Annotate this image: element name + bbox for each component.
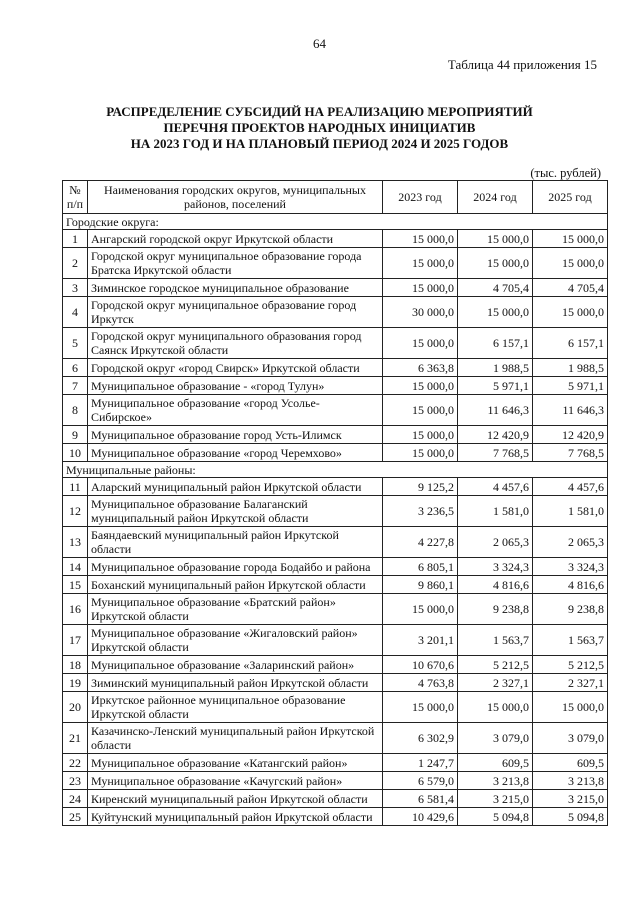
value-2023-cell: 6 302,9: [383, 723, 458, 754]
value-2025-cell: 7 768,5: [533, 444, 608, 462]
value-2024-cell: 5 971,1: [458, 377, 533, 395]
value-2024-cell: 3 324,3: [458, 558, 533, 576]
section-label: Муниципальные районы:: [63, 462, 608, 478]
value-2023-cell: 3 236,5: [383, 496, 458, 527]
value-2024-cell: 1 581,0: [458, 496, 533, 527]
row-number-cell: 20: [63, 692, 88, 723]
value-2023-cell: 15 000,0: [383, 230, 458, 248]
value-2025-cell: 3 324,3: [533, 558, 608, 576]
header-name: Наименования городских округов, муниципальных районов, поселений: [88, 181, 383, 214]
value-2023-cell: 15 000,0: [383, 377, 458, 395]
value-2024-cell: 5 094,8: [458, 808, 533, 826]
value-2025-cell: 15 000,0: [533, 692, 608, 723]
row-number-cell: 4: [63, 297, 88, 328]
municipality-name-cell: Муниципальное образование Балаганский муниципальный район Иркутской области: [88, 496, 383, 527]
header-2024: 2024 год: [458, 181, 533, 214]
municipality-name-cell: Муниципальное образование «Жигаловский район» Иркутской области: [88, 625, 383, 656]
value-2025-cell: 4 816,6: [533, 576, 608, 594]
value-2024-cell: 4 816,6: [458, 576, 533, 594]
table-row: [63, 558, 608, 576]
title-line: НА 2023 ГОД И НА ПЛАНОВЫЙ ПЕРИОД 2024 И 2025 ГОДОВ: [130, 136, 509, 151]
row-number-cell: 3: [63, 279, 88, 297]
value-2023-cell: 9 860,1: [383, 576, 458, 594]
municipality-name-cell: Киренский муниципальный район Иркутской области: [88, 790, 383, 808]
municipality-name-cell: Аларский муниципальный район Иркутской области: [88, 478, 383, 496]
value-2025-cell: 15 000,0: [533, 230, 608, 248]
value-2025-cell: 6 157,1: [533, 328, 608, 359]
row-number-cell: 24: [63, 790, 88, 808]
value-2023-cell: 15 000,0: [383, 444, 458, 462]
row-number-cell: 21: [63, 723, 88, 754]
title-line: РАСПРЕДЕЛЕНИЕ СУБСИДИЙ НА РЕАЛИЗАЦИЮ МЕРОПРИЯТИЙ: [106, 104, 533, 119]
table-row: [63, 594, 608, 625]
row-number-cell: 12: [63, 496, 88, 527]
value-2024-cell: 11 646,3: [458, 395, 533, 426]
table-row: [63, 328, 608, 359]
header-num: № п/п: [63, 181, 88, 214]
municipality-name-cell: Казачинско-Ленский муниципальный район Иркутской области: [88, 723, 383, 754]
table-row: [63, 359, 608, 377]
value-2024-cell: 7 768,5: [458, 444, 533, 462]
municipality-name-cell: Муниципальное образование «город Черемхово»: [88, 444, 383, 462]
table-row: [63, 496, 608, 527]
value-2024-cell: 15 000,0: [458, 297, 533, 328]
value-2023-cell: 15 000,0: [383, 594, 458, 625]
table-row: [63, 692, 608, 723]
page-number: 64: [313, 36, 326, 51]
municipality-name-cell: Муниципальное образование «Катангский район»: [88, 754, 383, 772]
municipality-name-cell: Городской округ муниципальное образование города Братска Иркутской области: [88, 248, 383, 279]
value-2025-cell: 12 420,9: [533, 426, 608, 444]
value-2023-cell: 6 805,1: [383, 558, 458, 576]
value-2023-cell: 3 201,1: [383, 625, 458, 656]
value-2023-cell: 10 429,6: [383, 808, 458, 826]
municipality-name-cell: Городской округ муниципальное образование город Иркутск: [88, 297, 383, 328]
table-row: [63, 576, 608, 594]
table-reference: Таблица 44 приложения 15: [447, 57, 597, 72]
value-2023-cell: 30 000,0: [383, 297, 458, 328]
value-2023-cell: 15 000,0: [383, 248, 458, 279]
value-2024-cell: 609,5: [458, 754, 533, 772]
row-number-cell: 15: [63, 576, 88, 594]
municipality-name-cell: Городской округ «город Свирск» Иркутской области: [88, 359, 383, 377]
municipality-name-cell: Муниципальное образование «Братский район» Иркутской области: [88, 594, 383, 625]
table-row: [63, 754, 608, 772]
value-2024-cell: 3 215,0: [458, 790, 533, 808]
value-2023-cell: 6 581,4: [383, 790, 458, 808]
value-2024-cell: 15 000,0: [458, 248, 533, 279]
value-2023-cell: 10 670,6: [383, 656, 458, 674]
value-2024-cell: 3 079,0: [458, 723, 533, 754]
table-header-row: [63, 181, 608, 214]
municipality-name-cell: Куйтунский муниципальный район Иркутской области: [88, 808, 383, 826]
value-2025-cell: 11 646,3: [533, 395, 608, 426]
table-row: [63, 444, 608, 462]
row-number-cell: 6: [63, 359, 88, 377]
municipality-name-cell: Зиминское городское муниципальное образование: [88, 279, 383, 297]
value-2024-cell: 5 212,5: [458, 656, 533, 674]
table-row: [63, 279, 608, 297]
value-2023-cell: 15 000,0: [383, 426, 458, 444]
subsidy-table: [62, 180, 608, 826]
value-2025-cell: 15 000,0: [533, 248, 608, 279]
header-2025: 2025 год: [533, 181, 608, 214]
value-2025-cell: 1 581,0: [533, 496, 608, 527]
value-2025-cell: 9 238,8: [533, 594, 608, 625]
municipality-name-cell: Муниципальное образование «город Усолье-Сибирское»: [88, 395, 383, 426]
value-2025-cell: 1 563,7: [533, 625, 608, 656]
value-2024-cell: 4 457,6: [458, 478, 533, 496]
row-number-cell: 13: [63, 527, 88, 558]
value-2023-cell: 15 000,0: [383, 279, 458, 297]
value-2024-cell: 12 420,9: [458, 426, 533, 444]
value-2023-cell: 15 000,0: [383, 692, 458, 723]
table-row: [63, 674, 608, 692]
title-line: ПЕРЕЧНЯ ПРОЕКТОВ НАРОДНЫХ ИНИЦИАТИВ: [163, 120, 476, 135]
value-2025-cell: 5 971,1: [533, 377, 608, 395]
units-label: (тыс. рублей): [530, 166, 601, 180]
municipality-name-cell: Ангарский городской округ Иркутской области: [88, 230, 383, 248]
value-2023-cell: 9 125,2: [383, 478, 458, 496]
value-2023-cell: 15 000,0: [383, 328, 458, 359]
municipality-name-cell: Боханский муниципальный район Иркутской области: [88, 576, 383, 594]
municipality-name-cell: Зиминский муниципальный район Иркутской области: [88, 674, 383, 692]
row-number-cell: 10: [63, 444, 88, 462]
table-row: [63, 625, 608, 656]
municipality-name-cell: Баяндаевский муниципальный район Иркутской области: [88, 527, 383, 558]
municipality-name-cell: Муниципальное образование «Заларинский район»: [88, 656, 383, 674]
row-number-cell: 1: [63, 230, 88, 248]
row-number-cell: 5: [63, 328, 88, 359]
value-2025-cell: 2 065,3: [533, 527, 608, 558]
value-2025-cell: 3 215,0: [533, 790, 608, 808]
table-row: [63, 377, 608, 395]
row-number-cell: 7: [63, 377, 88, 395]
value-2025-cell: 2 327,1: [533, 674, 608, 692]
value-2024-cell: 2 327,1: [458, 674, 533, 692]
value-2025-cell: 3 213,8: [533, 772, 608, 790]
value-2023-cell: 15 000,0: [383, 395, 458, 426]
row-number-cell: 16: [63, 594, 88, 625]
header-2023: 2023 год: [383, 181, 458, 214]
value-2025-cell: 3 079,0: [533, 723, 608, 754]
table-row: [63, 426, 608, 444]
section-label: Городские округа:: [63, 214, 608, 230]
row-number-cell: 23: [63, 772, 88, 790]
value-2025-cell: 1 988,5: [533, 359, 608, 377]
row-number-cell: 11: [63, 478, 88, 496]
value-2024-cell: 4 705,4: [458, 279, 533, 297]
value-2025-cell: 609,5: [533, 754, 608, 772]
municipality-name-cell: Муниципальное образование «Качугский район»: [88, 772, 383, 790]
value-2023-cell: 6 579,0: [383, 772, 458, 790]
row-number-cell: 2: [63, 248, 88, 279]
value-2024-cell: 1 988,5: [458, 359, 533, 377]
table-row: [63, 656, 608, 674]
table-row: [63, 297, 608, 328]
value-2025-cell: 15 000,0: [533, 297, 608, 328]
value-2025-cell: 4 705,4: [533, 279, 608, 297]
table-row: [63, 478, 608, 496]
table-body: [63, 214, 608, 826]
value-2024-cell: 15 000,0: [458, 230, 533, 248]
table-row: [63, 230, 608, 248]
value-2025-cell: 4 457,6: [533, 478, 608, 496]
value-2023-cell: 1 247,7: [383, 754, 458, 772]
table-row: [63, 248, 608, 279]
municipality-name-cell: Муниципальное образование город Усть-Илимск: [88, 426, 383, 444]
table-row: [63, 395, 608, 426]
value-2024-cell: 3 213,8: [458, 772, 533, 790]
value-2024-cell: 15 000,0: [458, 692, 533, 723]
value-2024-cell: 2 065,3: [458, 527, 533, 558]
row-number-cell: 14: [63, 558, 88, 576]
municipality-name-cell: Иркутское районное муниципальное образование Иркутской области: [88, 692, 383, 723]
municipality-name-cell: Муниципальное образование города Бодайбо и района: [88, 558, 383, 576]
value-2025-cell: 5 212,5: [533, 656, 608, 674]
value-2023-cell: 4 763,8: [383, 674, 458, 692]
value-2023-cell: 4 227,8: [383, 527, 458, 558]
row-number-cell: 18: [63, 656, 88, 674]
value-2024-cell: 9 238,8: [458, 594, 533, 625]
row-number-cell: 19: [63, 674, 88, 692]
section-row: [63, 214, 608, 230]
value-2024-cell: 6 157,1: [458, 328, 533, 359]
row-number-cell: 17: [63, 625, 88, 656]
document-title: [0, 104, 639, 152]
row-number-cell: 9: [63, 426, 88, 444]
municipality-name-cell: Муниципальное образование - «город Тулун»: [88, 377, 383, 395]
section-row: [63, 462, 608, 478]
value-2025-cell: 5 094,8: [533, 808, 608, 826]
table-row: [63, 527, 608, 558]
table-row: [63, 772, 608, 790]
value-2024-cell: 1 563,7: [458, 625, 533, 656]
table-row: [63, 808, 608, 826]
table-row: [63, 723, 608, 754]
table-row: [63, 790, 608, 808]
row-number-cell: 8: [63, 395, 88, 426]
row-number-cell: 22: [63, 754, 88, 772]
row-number-cell: 25: [63, 808, 88, 826]
municipality-name-cell: Городской округ муниципального образования город Саянск Иркутской области: [88, 328, 383, 359]
value-2023-cell: 6 363,8: [383, 359, 458, 377]
